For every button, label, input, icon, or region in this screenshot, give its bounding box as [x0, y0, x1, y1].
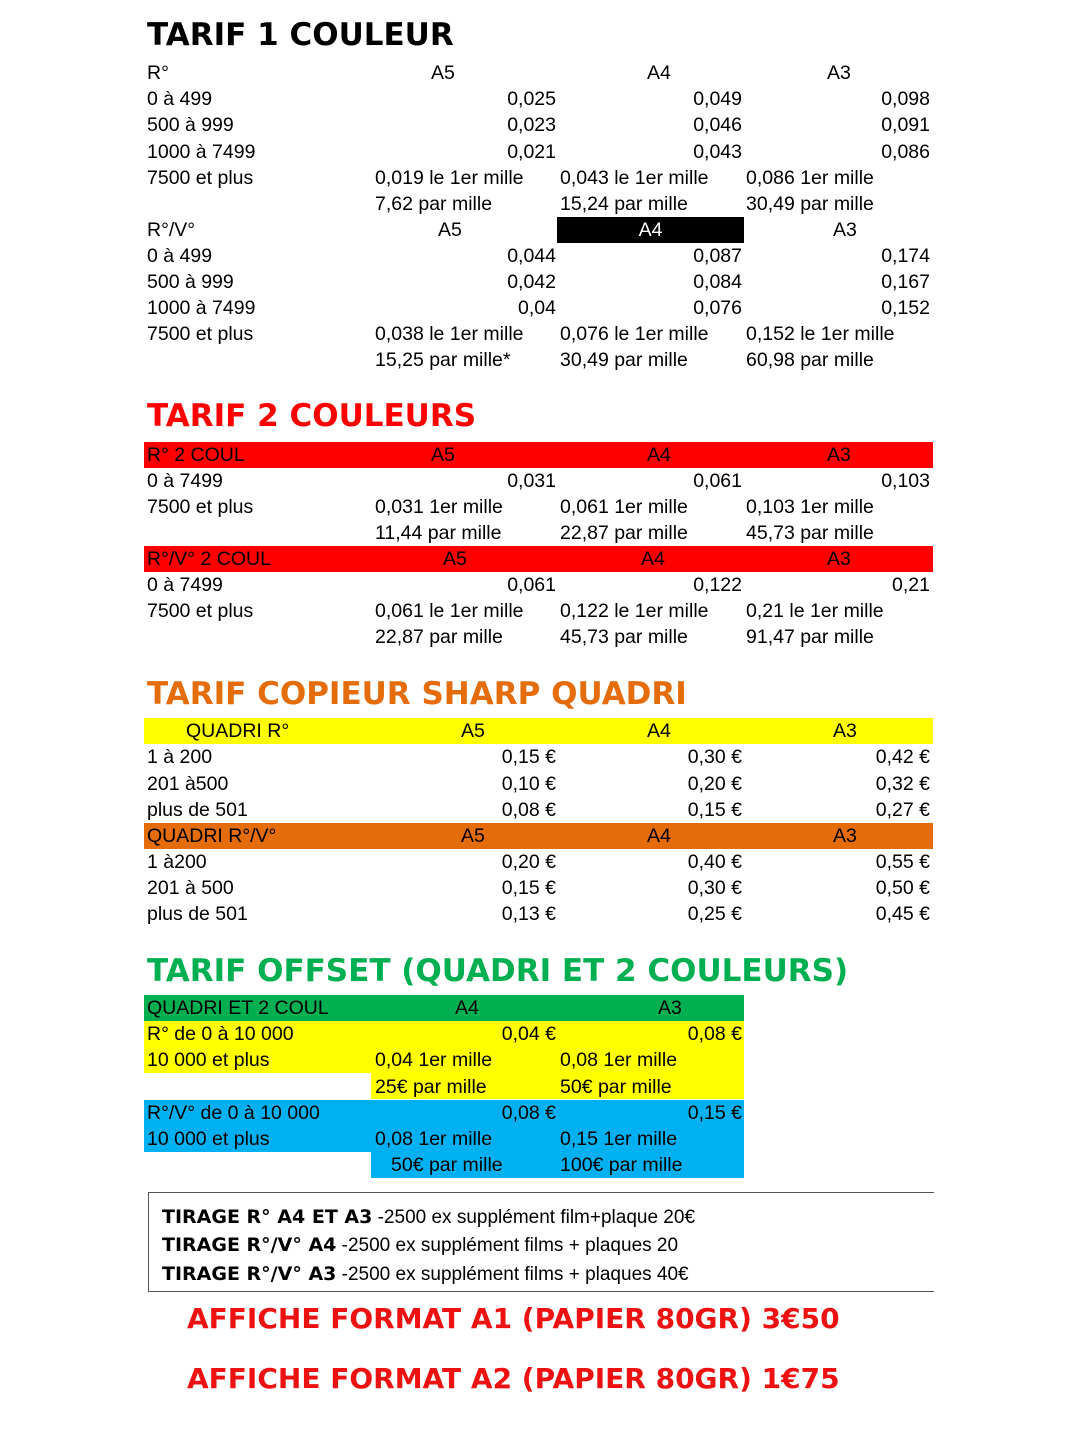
cell-a4: 0,04 € [501, 1023, 556, 1045]
cell-a3: 0,45 € [875, 903, 930, 925]
cell-a3: 0,098 [881, 88, 930, 110]
cell-a3: 0,08 1er mille [560, 1049, 678, 1071]
cell-a4: 0,20 € [687, 773, 742, 795]
supplement-note-text: -2500 ex supplément film+plaque 20€ [372, 1207, 696, 1228]
row-label: R°/V° de 0 à 10 000 [147, 1102, 320, 1124]
supplement-note [162, 1260, 689, 1289]
cell-a5: 0,04 [518, 297, 556, 319]
cell-a5: 0,061 [507, 574, 556, 596]
cell-a3: 0,27 € [875, 799, 930, 821]
cell-a3: 0,42 € [875, 746, 930, 768]
cell-a5: 0,044 [507, 245, 556, 267]
header-a3: A3 [658, 997, 682, 1019]
cell-a4: 0,122 [693, 574, 742, 596]
row-label: 0 à 7499 [147, 470, 223, 492]
cell-a5-per-mille: 7,62 par mille [375, 193, 493, 215]
row-label: 1 à200 [147, 851, 207, 873]
cell-a4-per-mille: 45,73 par mille [560, 626, 688, 648]
header-recto: R° [147, 62, 169, 84]
cell-a5: 0,023 [507, 114, 556, 136]
header-a4: A4 [647, 444, 671, 466]
header-a3: A3 [833, 720, 857, 742]
cell-a3: 0,086 [881, 141, 930, 163]
row-label: 10 000 et plus [147, 1049, 270, 1071]
cell-a4: 0,30 € [687, 877, 742, 899]
cell-a4: 0,076 [693, 297, 742, 319]
cell-a4-per-mille: 22,87 par mille [560, 522, 688, 544]
cell-a5: 0,031 1er mille [375, 496, 503, 518]
cell-a4: 0,043 le 1er mille [560, 167, 709, 189]
cell-a3: 0,174 [881, 245, 930, 267]
cell-a5: 0,08 € [501, 799, 556, 821]
cell-a5: 0,15 € [501, 746, 556, 768]
cell-a4-per-mille: 50€ par mille [391, 1154, 503, 1176]
cell-a5-per-mille: 11,44 par mille [375, 522, 502, 544]
cell-a4: 0,046 [693, 114, 742, 136]
cell-a3: 0,08 € [687, 1023, 742, 1045]
cell-a5: 0,061 le 1er mille [375, 600, 524, 622]
cell-a3: 0,167 [881, 271, 930, 293]
supplement-note [162, 1203, 695, 1232]
cell-a4: 0,084 [693, 271, 742, 293]
row-label: 201 à500 [147, 773, 229, 795]
cell-a5: 0,20 € [501, 851, 556, 873]
cell-a4: 0,087 [693, 245, 742, 267]
cell-a3-per-mille: 50€ par mille [560, 1076, 672, 1098]
cell-a5: 0,042 [507, 271, 556, 293]
header-a3: A3 [827, 444, 851, 466]
cell-a3: 0,32 € [875, 773, 930, 795]
cell-a5: 0,13 € [501, 903, 556, 925]
cell-a3-per-mille: 30,49 par mille [746, 193, 874, 215]
cell-a5: 0,038 le 1er mille [375, 323, 524, 345]
supplement-note-text: -2500 ex supplément films + plaques 20 [336, 1235, 679, 1256]
header-recto-verso: R°/V° [147, 219, 196, 241]
supplement-note [162, 1231, 678, 1260]
header-band-red [144, 442, 933, 468]
cell-a4: 0,04 1er mille [375, 1049, 493, 1071]
section-title-copieur-sharp: TARIF COPIEUR SHARP QUADRI [147, 676, 687, 712]
cell-a5: 0,021 [507, 141, 556, 163]
cell-a4: 0,061 1er mille [560, 496, 688, 518]
cell-a5: 0,025 [507, 88, 556, 110]
cell-a5-per-mille: 15,25 par mille* [375, 349, 511, 371]
cell-a4: 0,08 € [501, 1102, 556, 1124]
cell-a4: 0,08 1er mille [375, 1128, 493, 1150]
row-label: plus de 501 [147, 903, 248, 925]
cell-a4: 0,076 le 1er mille [560, 323, 709, 345]
cell-a4: 0,15 € [687, 799, 742, 821]
cell-a5: 0,031 [507, 470, 556, 492]
cell-a5: 0,10 € [501, 773, 556, 795]
cell-a3: 0,50 € [875, 877, 930, 899]
header-a3: A3 [827, 62, 851, 84]
cell-a3: 0,103 1er mille [746, 496, 874, 518]
cell-a3-per-mille: 60,98 par mille [746, 349, 874, 371]
header-recto-2coul: R° 2 COUL [147, 444, 245, 466]
row-label: 7500 et plus [147, 600, 254, 622]
cell-a3: 0,086 1er mille [746, 167, 874, 189]
cell-a3: 0,091 [881, 114, 930, 136]
row-label: 0 à 499 [147, 245, 213, 267]
cell-a4-per-mille: 25€ par mille [375, 1076, 487, 1098]
header-quadri-recto-verso: QUADRI R°/V° [147, 825, 277, 847]
cell-a4: 0,122 le 1er mille [560, 600, 709, 622]
header-a4: A4 [455, 997, 479, 1019]
cell-a5-per-mille: 22,87 par mille [375, 626, 503, 648]
affiche-a1-price: AFFICHE FORMAT A1 (PAPIER 80GR) 3€50 [187, 1302, 840, 1335]
row-label: 0 à 7499 [147, 574, 223, 596]
row-label: R° de 0 à 10 000 [147, 1023, 294, 1045]
cell-a3: 0,15 € [687, 1102, 742, 1124]
cell-a4: 0,043 [693, 141, 742, 163]
supplement-note-text: -2500 ex supplément films + plaques 40€ [336, 1264, 689, 1285]
section-title-1-couleur: TARIF 1 COULEUR [147, 17, 454, 53]
cell-a4: 0,25 € [687, 903, 742, 925]
cell-a4-per-mille: 30,49 par mille [560, 349, 688, 371]
header-a4: A4 [647, 62, 671, 84]
cell-a3: 0,15 1er mille [560, 1128, 678, 1150]
row-label: 1 à 200 [147, 746, 213, 768]
cell-a5: 0,019 le 1er mille [375, 167, 524, 189]
header-a4-selected: A4 [638, 219, 663, 241]
header-a5: A5 [431, 62, 455, 84]
row-label: 0 à 499 [147, 88, 213, 110]
cell-a4: 0,049 [693, 88, 742, 110]
supplement-note-title: TIRAGE R°/V° A3 [162, 1263, 337, 1285]
row-label: 7500 et plus [147, 323, 254, 345]
header-a5: A5 [461, 825, 485, 847]
cell-a3: 0,21 le 1er mille [746, 600, 884, 622]
row-label: 10 000 et plus [147, 1128, 270, 1150]
header-quadri-2coul: QUADRI ET 2 COUL [147, 997, 329, 1019]
row-label: 1000 à 7499 [147, 297, 256, 319]
row-label: plus de 501 [147, 799, 248, 821]
supplement-note-title: TIRAGE R° A4 ET A3 [162, 1206, 373, 1228]
header-a3: A3 [833, 825, 857, 847]
row-label: 500 à 999 [147, 271, 234, 293]
row-label: 7500 et plus [147, 496, 254, 518]
cell-a3-per-mille: 100€ par mille [560, 1154, 683, 1176]
row-label: 500 à 999 [147, 114, 234, 136]
section-title-offset: TARIF OFFSET (QUADRI ET 2 COULEURS) [147, 953, 849, 989]
cell-a4: 0,40 € [687, 851, 742, 873]
header-a5: A5 [443, 548, 467, 570]
header-a5: A5 [431, 444, 455, 466]
cell-a3: 0,21 [892, 574, 930, 596]
cell-a4: 0,061 [693, 470, 742, 492]
cell-a4: 0,30 € [687, 746, 742, 768]
cell-a4-per-mille: 15,24 par mille [560, 193, 688, 215]
header-a4: A4 [641, 548, 665, 570]
header-a3: A3 [827, 548, 851, 570]
row-label: 201 à 500 [147, 877, 234, 899]
cell-a3: 0,55 € [875, 851, 930, 873]
header-a4: A4 [647, 720, 671, 742]
header-a5: A5 [438, 219, 462, 241]
header-recto-verso-2coul: R°/V° 2 COUL [147, 548, 271, 570]
affiche-a2-price: AFFICHE FORMAT A2 (PAPIER 80GR) 1€75 [187, 1362, 840, 1395]
header-a4: A4 [647, 825, 671, 847]
header-a5: A5 [461, 720, 485, 742]
row-label: 7500 et plus [147, 167, 254, 189]
cell-a5: 0,15 € [501, 877, 556, 899]
cell-a3-per-mille: 91,47 par mille [746, 626, 874, 648]
header-quadri-recto: QUADRI R° [186, 720, 290, 742]
row-label: 1000 à 7499 [147, 141, 256, 163]
cell-a3-per-mille: 45,73 par mille [746, 522, 874, 544]
cell-a3: 0,152 [881, 297, 930, 319]
header-a3: A3 [833, 219, 857, 241]
supplement-note-title: TIRAGE R°/V° A4 [162, 1234, 337, 1256]
cell-a3: 0,103 [881, 470, 930, 492]
cell-a3: 0,152 le 1er mille [746, 323, 895, 345]
section-title-2-couleurs: TARIF 2 COULEURS [147, 398, 477, 434]
